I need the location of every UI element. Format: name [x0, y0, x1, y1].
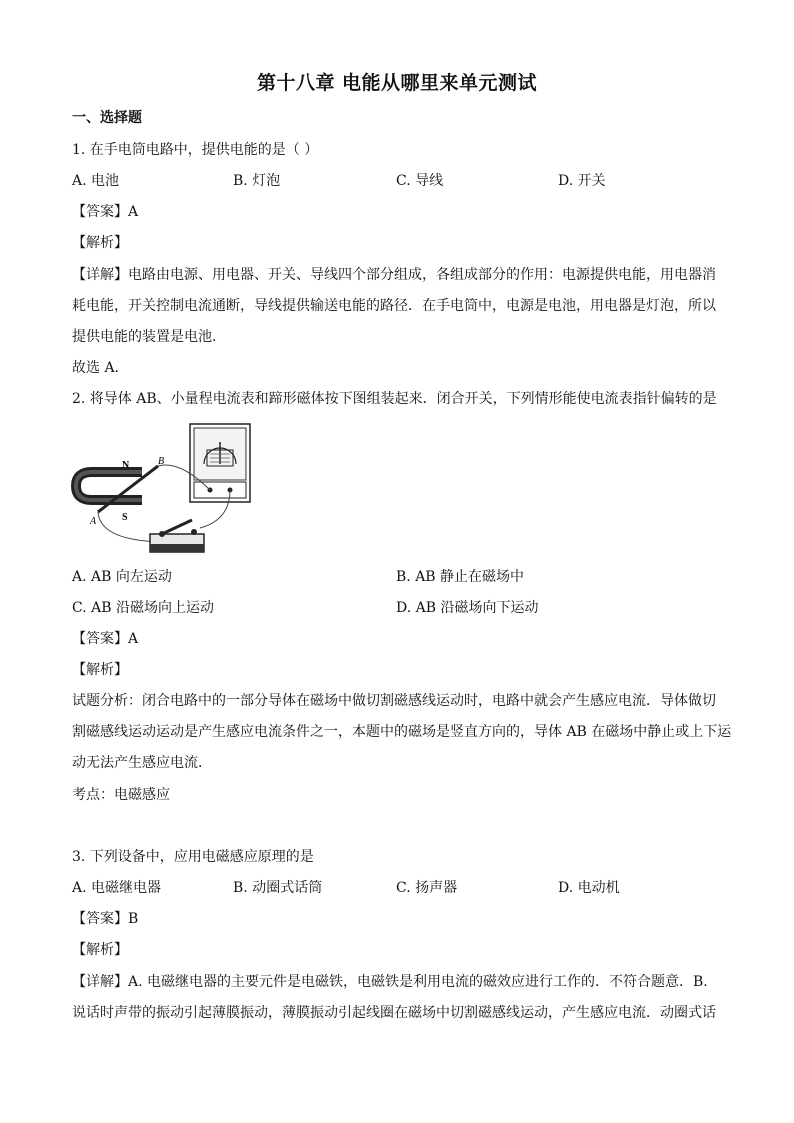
q3-option-b: B. 动圈式话筒 [233, 880, 323, 896]
section-heading: 一、选择题 [72, 110, 142, 126]
q1-analysis-label: 【解析】 [72, 235, 128, 251]
q1-detail-line: 【详解】电路由电源、用电器、开关、导线四个部分组成，各组成部分的作用：电源提供电能，用电器消 [72, 267, 716, 283]
galvanometer-icon [190, 424, 250, 502]
induction-apparatus-figure [70, 420, 290, 560]
q3-option-a: A. 电磁继电器 [72, 880, 162, 896]
q1-answer: 【答案】A [72, 204, 139, 220]
horseshoe-magnet-icon [76, 460, 142, 523]
page-title: 第十八章 电能从哪里来单元测试 [256, 72, 538, 94]
q2-option-a: A. AB 向左运动 [72, 569, 172, 585]
q2-analysis-label: 【解析】 [72, 662, 128, 678]
q2-detail-line: 动无法产生感应电流． [72, 755, 212, 771]
q2-detail-line: 试题分析：闭合电路中的一部分导体在磁场中做切割磁感线运动时，电路中就会产生感应电流．导体做切 [72, 693, 716, 709]
switch-icon [150, 520, 204, 552]
q3-option-d: D. 电动机 [558, 880, 620, 896]
q3-option-c: C. 扬声器 [396, 880, 458, 896]
q1-detail-line: 提供电能的装置是电池． [72, 329, 226, 345]
q2-answer: 【答案】A [72, 631, 139, 647]
q3-analysis-label: 【解析】 [72, 942, 128, 958]
q2-option-c: C. AB 沿磁场向上运动 [72, 600, 214, 616]
q1-detail-line: 耗电能，开关控制电流通断，导线提供输送电能的路径．在手电筒中，电源是电池，用电器是灯泡，所以 [72, 298, 716, 314]
q1-choose: 故选 A． [72, 360, 129, 376]
question-3-stem: 3. 下列设备中，应用电磁感应原理的是 [72, 849, 314, 865]
question-1-stem: 1. 在手电筒电路中，提供电能的是（ ） [72, 142, 319, 158]
q1-option-b: B. 灯泡 [233, 173, 281, 189]
q3-answer: 【答案】B [72, 911, 139, 927]
conductor-end-b-label: B [158, 456, 165, 467]
q2-detail-line: 割磁感线运动运动是产生感应电流条件之一，本题中的磁场是竖直方向的，导体 AB 在磁场中静止或上下运 [72, 724, 732, 740]
q3-detail-line: 说话时声带的振动引起薄膜振动，薄膜振动引起线圈在磁场中切割磁感线运动，产生感应电流．动圈式话 [72, 1005, 716, 1021]
conductor-end-a-label: A [90, 516, 97, 527]
q2-option-b: B. AB 静止在磁场中 [396, 569, 525, 585]
q3-detail-line: 【详解】A. 电磁继电器的主要元件是电磁铁，电磁铁是利用电流的磁效应进行工作的．不符合题意．B. [72, 974, 708, 990]
magnet-north-label: N [122, 460, 130, 471]
question-2-stem: 2. 将导体 AB、小量程电流表和蹄形磁体按下图组装起来．闭合开关，下列情形能使电流表指针偏转的是 [72, 391, 717, 407]
magnet-south-label: S [122, 512, 128, 523]
q1-option-c: C. 导线 [396, 173, 444, 189]
q1-option-a: A. 电池 [72, 173, 120, 189]
q1-option-d: D. 开关 [558, 173, 606, 189]
q2-point: 考点：电磁感应 [72, 787, 170, 803]
q2-option-d: D. AB 沿磁场向下运动 [396, 600, 539, 616]
